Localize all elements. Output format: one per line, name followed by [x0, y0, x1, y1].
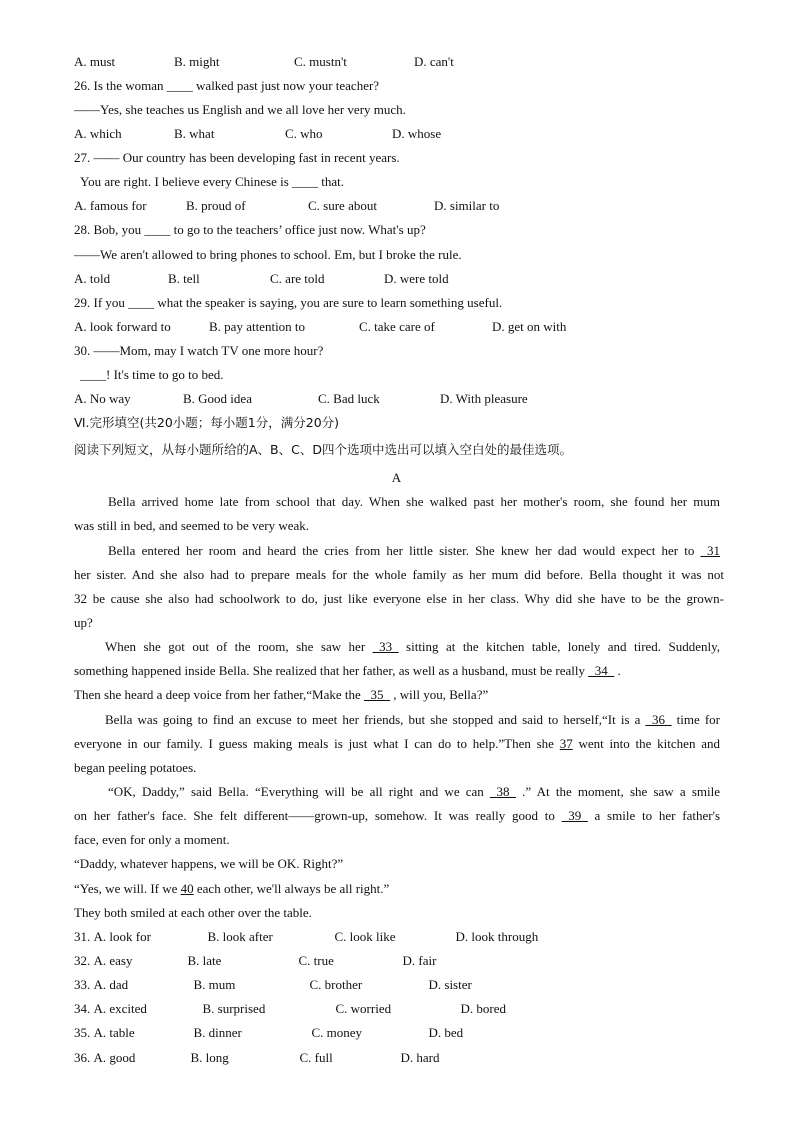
- option-c: C. worried: [335, 1001, 392, 1016]
- passage-text: .: [614, 663, 621, 678]
- passage-text: something happened inside Bella. She realized that her father, as well as a husband, must be really: [74, 663, 589, 678]
- passage-text: went into the kitchen and: [572, 736, 720, 751]
- cloze-question-34: [74, 1001, 724, 1017]
- option-a: A. look for: [93, 929, 151, 944]
- option-a: A. excited: [93, 1001, 147, 1016]
- option-b: B. look after: [207, 929, 273, 944]
- blank-31: _31: [700, 543, 720, 558]
- q30-options: [74, 391, 724, 407]
- blank-33: _33_: [372, 639, 399, 654]
- passage-text: .” At the moment, she saw a smile: [516, 784, 720, 799]
- q27-options: [74, 198, 724, 214]
- q28-option-c: C. are told: [270, 271, 325, 286]
- q29-option-b: B. pay attention to: [209, 319, 306, 334]
- passage-text: a smile to her father's: [587, 808, 721, 823]
- option-c: C. money: [311, 1025, 363, 1040]
- q26-reply: ——Yes, she teaches us English and we all love her very much.: [74, 102, 406, 117]
- q28-stem: 28. Bob, you ____ to go to the teachers’ office just now. What's up?: [74, 222, 426, 237]
- passage-p3-line3: [74, 687, 724, 703]
- passage-p1-line1: Bella arrived home late from school that day. When she walked past her mother's room, she found her mum: [108, 494, 720, 509]
- option-b: B. surprised: [202, 1001, 266, 1016]
- q26-option-c: C. who: [285, 126, 323, 141]
- passage-p2-line4: up?: [74, 615, 93, 630]
- passage-p2-line2: her sister. And she also had to prepare meals for the whole family as her mum did before. Bella thought it was not: [74, 567, 724, 582]
- passage-text: “OK, Daddy,” said Bella. “Everything will be all right and we can: [108, 784, 490, 799]
- blank-35: _35_: [364, 687, 391, 702]
- question-number: 32.: [74, 953, 91, 968]
- option-b: B. dinner: [193, 1025, 242, 1040]
- passage-label: A: [391, 470, 402, 485]
- passage-p4-line1: [105, 712, 720, 728]
- option-c: C. true: [298, 953, 334, 968]
- q30-option-d: D. With pleasure: [440, 391, 528, 406]
- q25-options: [74, 54, 724, 70]
- passage-p4-line3: began peeling potatoes.: [74, 760, 197, 775]
- q29-option-a: A. look forward to: [74, 319, 171, 334]
- passage-p4-line2: [74, 736, 720, 752]
- q25-option-c: C. mustn't: [294, 54, 347, 69]
- passage-p3-line1: [105, 639, 720, 655]
- q28-option-d: D. were told: [384, 271, 449, 286]
- passage-p7: [74, 881, 724, 897]
- q29-options: [74, 319, 724, 335]
- option-b: B. long: [190, 1050, 229, 1065]
- q27-option-d: D. similar to: [434, 198, 500, 213]
- cloze-question-31: [74, 929, 724, 945]
- passage-text: Bella entered her room and heard the cries from her little sister. She knew her dad would expect her to: [108, 543, 701, 558]
- q26-option-d: D. whose: [392, 126, 442, 141]
- cloze-question-32: [74, 953, 724, 969]
- question-number: 36.: [74, 1050, 91, 1065]
- q30-option-c: C. Bad luck: [318, 391, 380, 406]
- passage-p6: “Daddy, whatever happens, we will be OK. Right?”: [74, 856, 344, 871]
- section-heading: Ⅵ.完形填空(共20小题；每小题1分，满分20分): [74, 415, 340, 430]
- blank-37: 37: [559, 736, 573, 751]
- passage-p3-line2: [74, 663, 724, 679]
- option-b: B. mum: [193, 977, 236, 992]
- section-instruction: 阅读下列短文，从每小题所给的A、B、C、D四个选项中选出可以填入空白处的最佳选项。: [74, 442, 572, 457]
- q28-reply: ——We aren't allowed to bring phones to school. Em, but I broke the rule.: [74, 247, 462, 262]
- q27-stem: 27. —— Our country has been developing fast in recent years.: [74, 150, 400, 165]
- q26-option-a: A. which: [74, 126, 122, 141]
- q26-option-b: B. what: [174, 126, 215, 141]
- option-c: C. look like: [334, 929, 396, 944]
- option-d: D. look through: [455, 929, 539, 944]
- question-number: 34.: [74, 1001, 91, 1016]
- option-d: D. sister: [428, 977, 472, 992]
- option-d: D. hard: [400, 1050, 440, 1065]
- option-c: C. brother: [309, 977, 363, 992]
- option-a: A. easy: [93, 953, 133, 968]
- q25-option-b: B. might: [174, 54, 220, 69]
- passage-p8: They both smiled at each other over the table.: [74, 905, 312, 920]
- passage-p2-line3: 32 be cause she also had schoolwork to do, just like everyone else in her class. Why did she have to be the grown-: [74, 591, 724, 606]
- blank-38: _38_: [490, 784, 516, 799]
- passage-text: , will you, Bella?”: [390, 687, 489, 702]
- q30-stem: 30. ——Mom, may I watch TV one more hour?: [74, 343, 324, 358]
- q28-option-b: B. tell: [168, 271, 200, 286]
- blank-40: 40: [180, 881, 194, 896]
- passage-text: each other, we'll always be all right.”: [193, 881, 390, 896]
- passage-text: “Yes, we will. If we: [74, 881, 181, 896]
- q30-option-b: B. Good idea: [183, 391, 252, 406]
- option-a: A. good: [93, 1050, 136, 1065]
- q27-option-a: A. famous for: [74, 198, 147, 213]
- q30-option-a: A. No way: [74, 391, 131, 406]
- passage-text: Bella was going to find an excuse to meet her friends, but she stopped and said to herself,“It is a: [105, 712, 646, 727]
- option-d: D. bored: [460, 1001, 506, 1016]
- option-b: B. late: [187, 953, 222, 968]
- option-d: D. fair: [402, 953, 437, 968]
- passage-text: sitting at the kitchen table, lonely and tired. Suddenly,: [398, 639, 720, 654]
- passage-p5-line1: [108, 784, 720, 800]
- cloze-question-35: [74, 1025, 724, 1041]
- cloze-question-33: [74, 977, 724, 993]
- q29-option-d: D. get on with: [492, 319, 567, 334]
- option-c: C. full: [299, 1050, 333, 1065]
- q25-option-d: D. can't: [414, 54, 454, 69]
- passage-p1-line2: was still in bed, and seemed to be very weak.: [74, 518, 310, 533]
- q28-options: [74, 271, 724, 287]
- q29-option-c: C. take care of: [359, 319, 435, 334]
- blank-39: _39_: [561, 808, 588, 823]
- question-number: 33.: [74, 977, 91, 992]
- passage-p2-line1: [108, 543, 720, 559]
- blank-34: _34_: [588, 663, 615, 678]
- q27-option-c: C. sure about: [308, 198, 377, 213]
- passage-text: time for: [671, 712, 720, 727]
- question-number: 31.: [74, 929, 91, 944]
- q26-options: [74, 126, 724, 142]
- passage-text: When she got out of the room, she saw her: [105, 639, 373, 654]
- option-a: A. table: [93, 1025, 135, 1040]
- q30-reply: ____! It's time to go to bed.: [80, 367, 224, 382]
- passage-text: Then she heard a deep voice from her father,“Make the: [74, 687, 365, 702]
- q29-stem: 29. If you ____ what the speaker is saying, you are sure to learn something useful.: [74, 295, 503, 310]
- passage-p5-line3: face, even for only a moment.: [74, 832, 230, 847]
- option-a: A. dad: [93, 977, 129, 992]
- passage-text: on her father's face. She felt different——grown-up, somehow. It was really good to: [74, 808, 562, 823]
- q26-stem: 26. Is the woman ____ walked past just now your teacher?: [74, 78, 380, 93]
- q28-option-a: A. told: [74, 271, 111, 286]
- question-number: 35.: [74, 1025, 91, 1040]
- blank-36: _36_: [645, 712, 672, 727]
- passage-text: everyone in our family. I guess making meals is just what I can do to help.”Then she: [74, 736, 560, 751]
- cloze-question-36: [74, 1050, 724, 1066]
- q27-reply: You are right. I believe every Chinese is ____ that.: [80, 174, 345, 189]
- passage-p5-line2: [74, 808, 720, 824]
- q25-option-a: A. must: [74, 54, 116, 69]
- q27-option-b: B. proud of: [186, 198, 246, 213]
- option-d: D. bed: [428, 1025, 464, 1040]
